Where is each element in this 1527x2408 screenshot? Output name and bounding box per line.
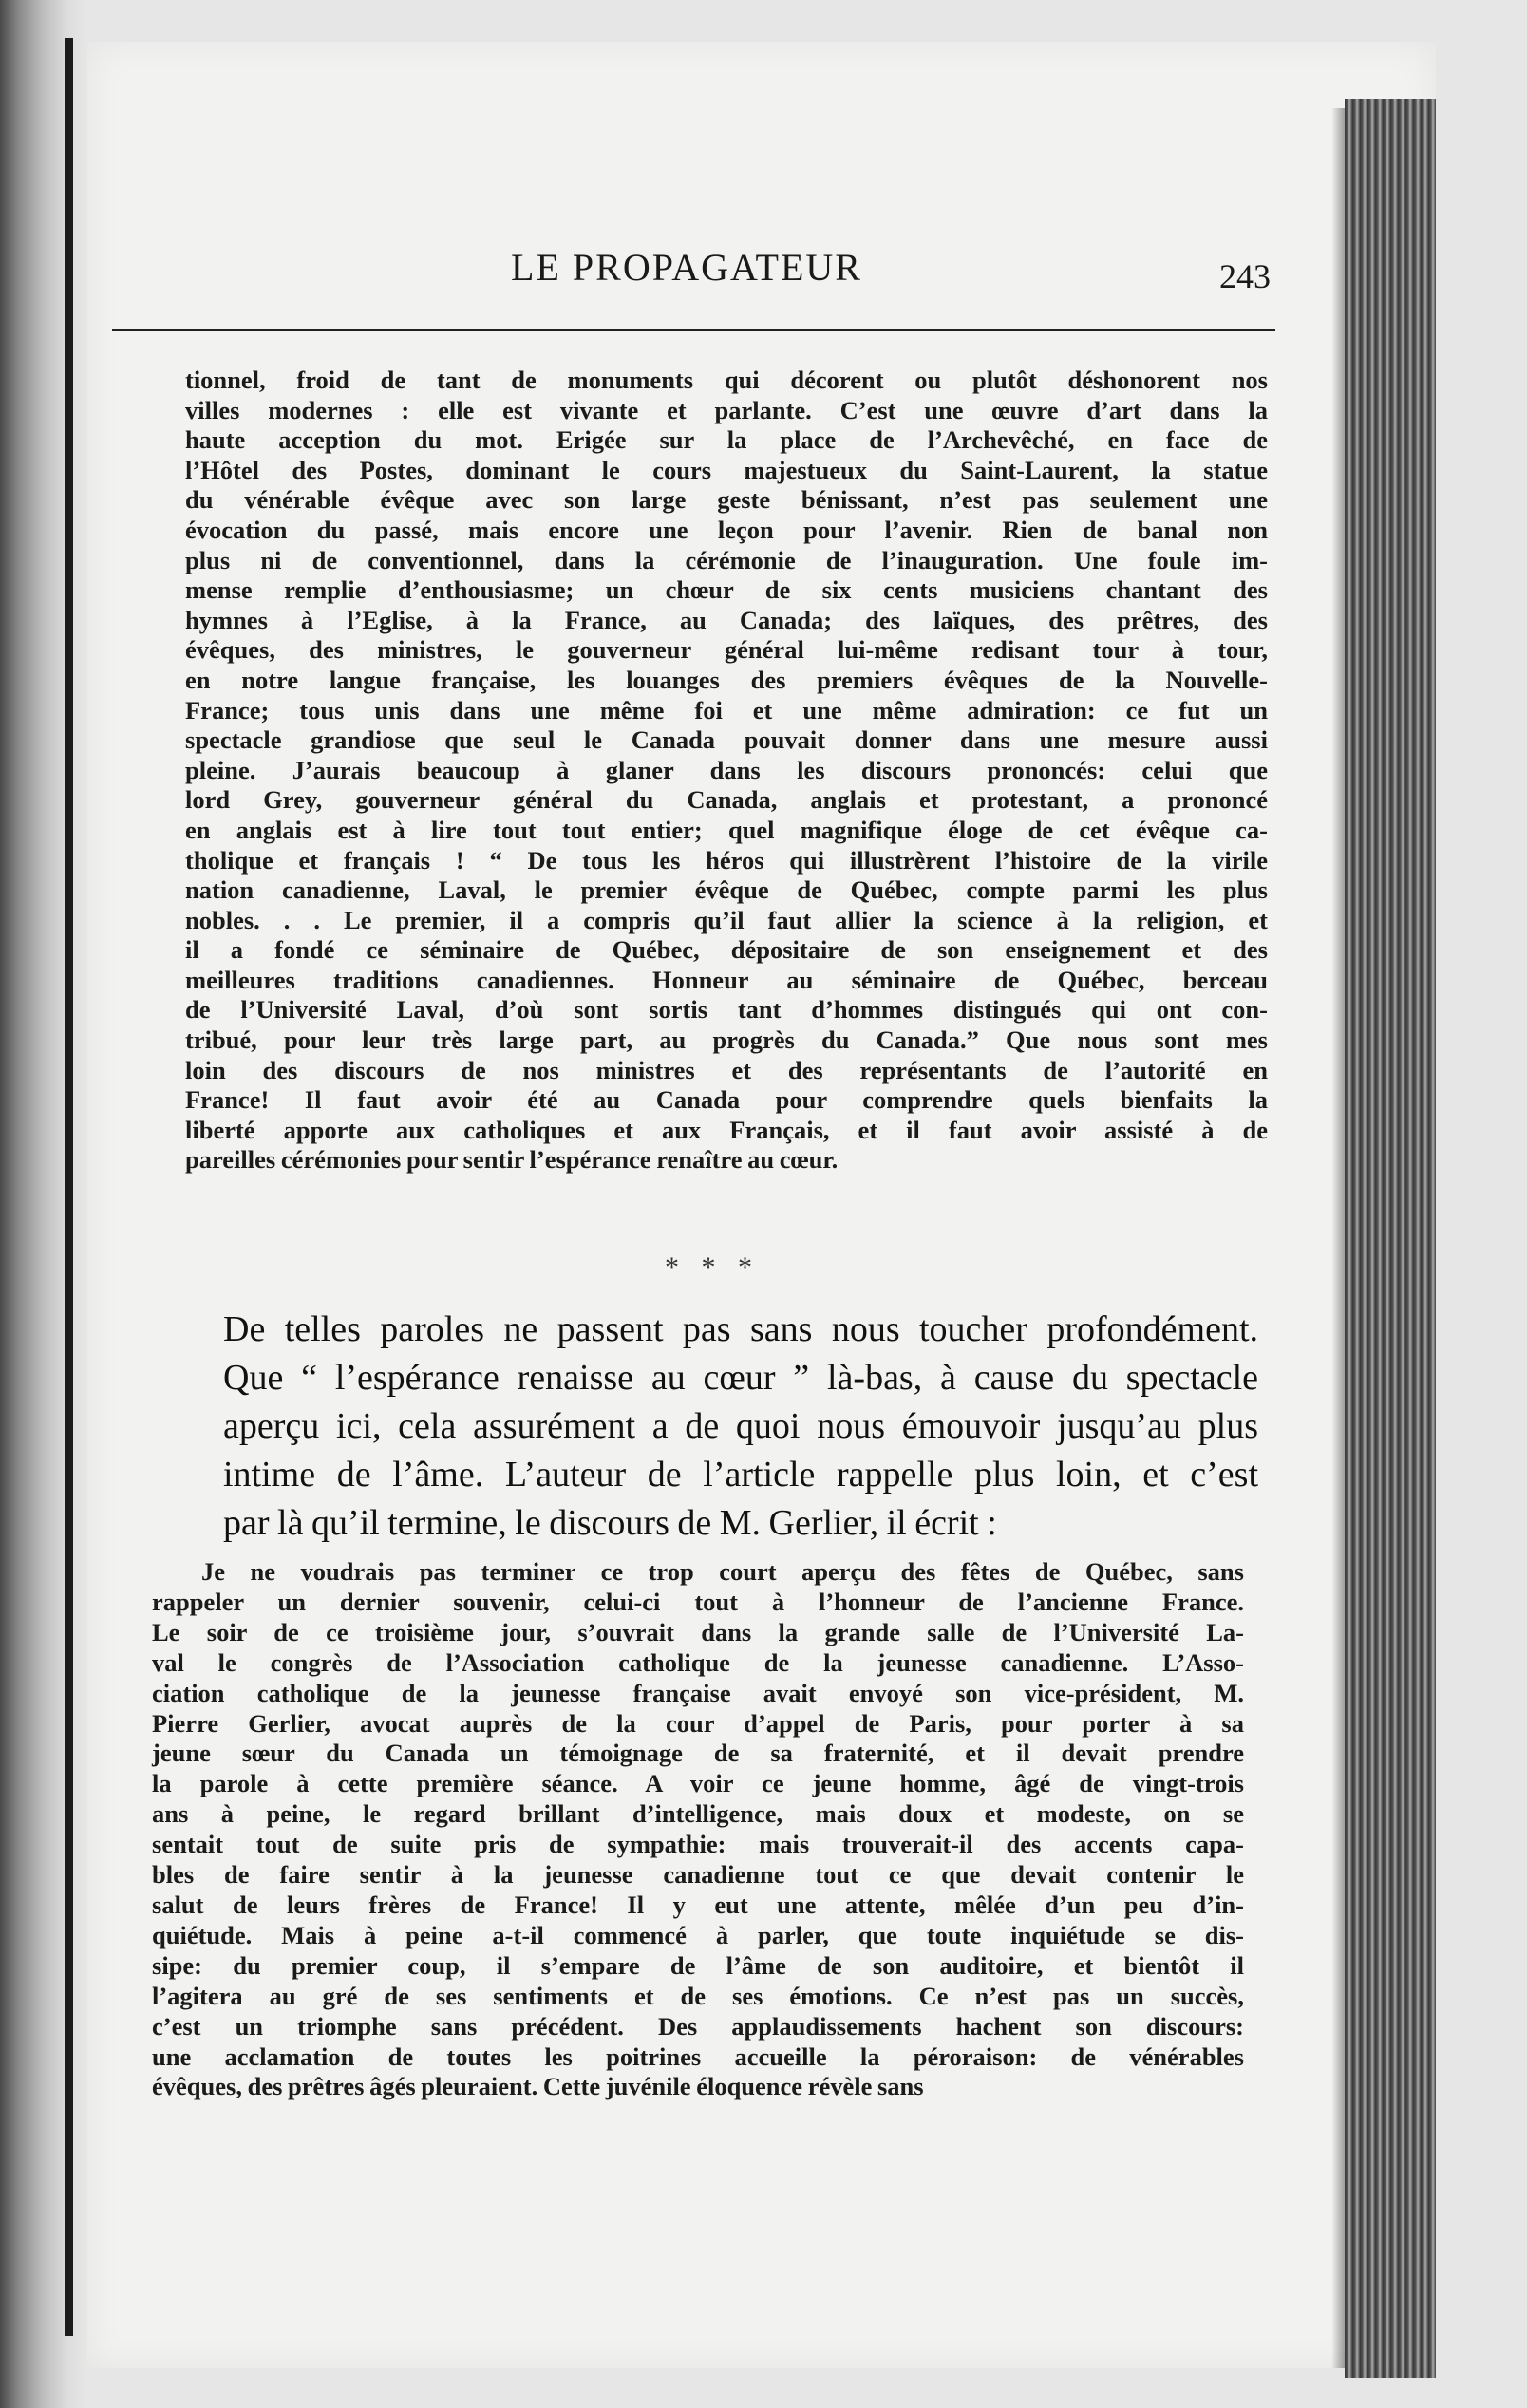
text-line: liberté apporte aux catholiques et aux Français, et il faut avoir assisté à de — [185, 1115, 1268, 1144]
text-line: Je ne voudrais pas terminer ce trop court aperçu des fêtes de Québec, sans — [201, 1557, 1244, 1586]
text-line: ciation catholique de la jeunesse française avait envoyé son vice-président, M. — [152, 1678, 1244, 1707]
text-line: Le soir de ce troisième jour, s’ouvrait dans la grande salle de l’Université La- — [152, 1617, 1244, 1646]
text-line: mense remplie d’enthousiasme; un chœur de six cents musiciens chantant des — [185, 575, 1268, 605]
text-line: salut de leurs frères de France! Il y eut une attente, mêlée d’un peu d’in- — [152, 1890, 1244, 1919]
text-line: Que “ l’espérance renaisse au cœur ” là-bas, à cause du spectacle — [223, 1358, 1258, 1398]
text-line: haute acception du mot. Erigée sur la place de l’Archevêché, en face de — [185, 425, 1268, 455]
text-line: par là qu’il termine, le discours de M. Gerlier, il écrit : — [223, 1503, 997, 1543]
text-line: plus ni de conventionnel, dans la cérémonie de l’inauguration. Une foule im- — [185, 545, 1268, 574]
text-line: villes modernes : elle est vivante et parlante. C’est une œuvre d’art dans la — [185, 395, 1268, 424]
text-line: évocation du passé, mais encore une leçon pour l’avenir. Rien de banal non — [185, 515, 1268, 544]
text-line: aperçu ici, cela assurément a de quoi nous émouvoir jusqu’au plus — [223, 1406, 1258, 1446]
text-line: l’Hôtel des Postes, dominant le cours majestueux du Saint-Laurent, la statue — [185, 455, 1268, 484]
text-line: spectacle grandiose que seul le Canada pouvait donner dans une mesure aussi — [185, 725, 1268, 755]
text-line: quiétude. Mais à peine a-t-il commencé à parler, que toute inquiétude se dis- — [152, 1920, 1244, 1949]
text-line: pleine. J’aurais beaucoup à glaner dans les discours prononcés: celui que — [185, 755, 1268, 784]
text-line: intime de l’âme. L’auteur de l’article rappelle plus loin, et c’est — [223, 1455, 1258, 1495]
text-line: l’agitera au gré de ses sentiments et de ses émotions. Ce n’est pas un succès, — [152, 1981, 1244, 2010]
quoted-passage-1 — [185, 366, 1268, 1176]
text-line: France! Il faut avoir été au Canada pour comprendre quels bienfaits la — [185, 1085, 1268, 1115]
text-line: nobles. . . Le premier, il a compris qu’il faut allier la science à la religion, et — [185, 905, 1268, 934]
section-separator: * * * — [665, 1251, 760, 1283]
text-line: évêques, des prêtres âgés pleuraient. Cette juvénile éloquence révèle sans — [152, 2072, 924, 2101]
text-line: en anglais est à lire tout tout entier; quel magnifique éloge de cet évêque ca- — [185, 815, 1268, 844]
text-line: pareilles cérémonies pour sentir l’espérance renaître au cœur. — [185, 1145, 839, 1175]
text-line: jeune sœur du Canada un témoignage de sa fraternité, et il devait prendre — [152, 1739, 1244, 1768]
running-title: LE PROPAGATEUR — [511, 246, 862, 289]
page-curl-shadow — [1331, 108, 1345, 2368]
text-line: en notre langue française, les louanges des premiers évêques de la Nouvelle- — [185, 665, 1268, 694]
text-line: France; tous unis dans une même foi et une même admiration: ce fut un — [185, 695, 1268, 724]
text-line: hymnes à l’Eglise, à la France, au Canada; des laïques, des prêtres, des — [185, 605, 1268, 634]
text-line: tribué, pour leur très large part, au progrès du Canada.” Que nous sont mes — [185, 1025, 1268, 1055]
text-line: tholique et français ! “ De tous les héros qui illustrèrent l’histoire de la virile — [185, 845, 1268, 875]
text-line: lord Grey, gouverneur général du Canada, anglais et protestant, a prononcé — [185, 785, 1268, 815]
text-line: rappeler un dernier souvenir, celui-ci tout à l’honneur de l’ancienne France. — [152, 1587, 1244, 1616]
page-number: 243 — [1219, 257, 1271, 295]
text-line: meilleures traditions canadiennes. Honneur au séminaire de Québec, berceau — [185, 965, 1268, 994]
binding-gutter — [65, 38, 73, 2336]
text-line: sentait tout de suite pris de sympathie: mais trouverait-il des accents capa- — [152, 1830, 1244, 1859]
text-line: il a fondé ce séminaire de Québec, dépositaire de son enseignement et des — [185, 935, 1268, 965]
text-line: c’est un triomphe sans précédent. Des applaudissements hachent son discours: — [152, 2011, 1244, 2041]
page-stack-edge — [1345, 99, 1436, 2378]
quoted-passage-2 — [152, 1557, 1244, 2102]
text-line: tionnel, froid de tant de monuments qui décorent ou plutôt déshonorent nos — [185, 366, 1268, 394]
text-line: Pierre Gerlier, avocat auprès de la cour d’appel de Paris, pour porter à sa — [152, 1708, 1244, 1738]
text-line: de l’Université Laval, d’où sont sortis tant d’hommes distingués qui ont con- — [185, 995, 1268, 1025]
text-line: loin des discours de nos ministres et des représentants de l’autorité en — [185, 1055, 1268, 1084]
text-line: val le congrès de l’Association catholique de la jeunesse canadienne. L’Asso- — [152, 1647, 1244, 1677]
text-line: ans à peine, le regard brillant d’intelligence, mais doux et modeste, on se — [152, 1799, 1244, 1829]
text-line: nation canadienne, Laval, le premier évêque de Québec, compte parmi les plus — [185, 875, 1268, 905]
text-line: une acclamation de toutes les poitrines accueille la péroraison: de vénérables — [152, 2041, 1244, 2071]
text-line: du vénérable évêque avec son large geste bénissant, n’est pas seulement une — [185, 485, 1268, 515]
text-line: bles de faire sentir à la jeunesse canadienne tout ce que devait contenir le — [152, 1860, 1244, 1890]
header-rule — [112, 329, 1275, 331]
text-line: évêques, des ministres, le gouverneur général lui-même redisant tour à tour, — [185, 635, 1268, 665]
text-line: la parole à cette première séance. A voir ce jeune homme, âgé de vingt-trois — [152, 1769, 1244, 1798]
running-header — [112, 245, 1271, 330]
commentary-paragraph — [223, 1306, 1258, 1548]
text-line: De telles paroles ne passent pas sans nous toucher profondément. — [223, 1309, 1258, 1349]
text-line: sipe: du premier coup, il s’empare de l’âme de son auditoire, et bientôt il — [152, 1950, 1244, 1980]
